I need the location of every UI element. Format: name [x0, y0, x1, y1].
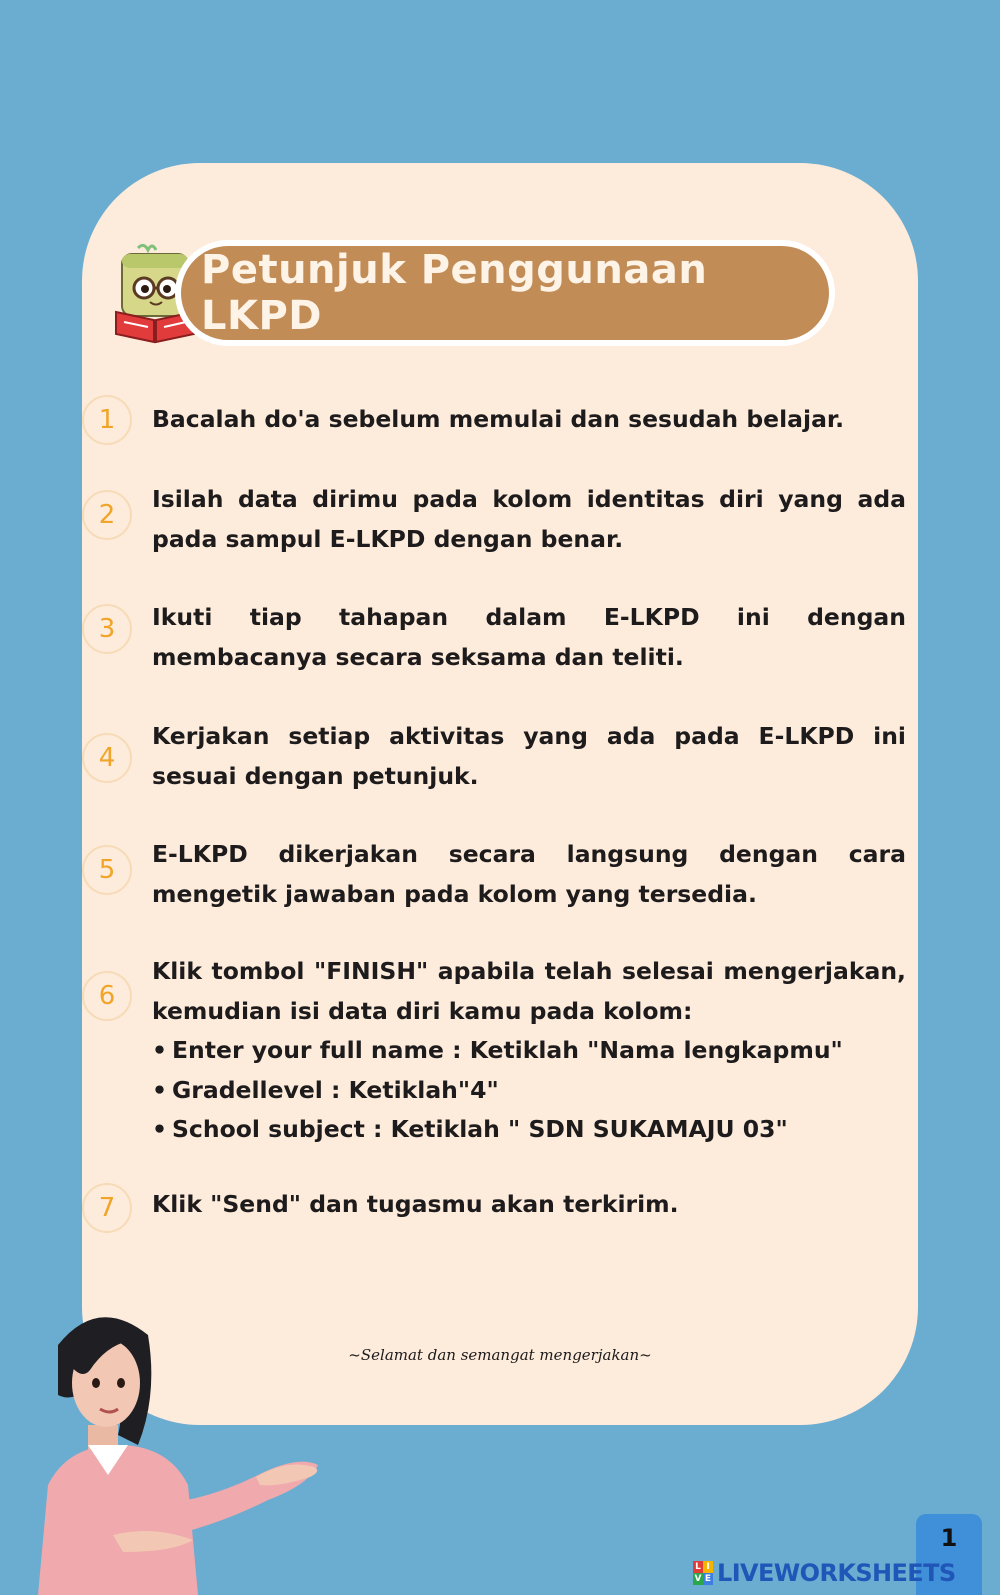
step-number-6: 6 — [82, 971, 132, 1021]
bullet-item: • Enter your full name : Ketiklah "Nama lengkapmu" — [152, 1031, 906, 1071]
bullet-item: • Gradellevel : Ketiklah"4" — [152, 1071, 906, 1111]
step-number-3: 3 — [82, 604, 132, 654]
step-6-bullet-list — [152, 1031, 906, 1150]
step-text-3: Ikuti tiap tahapan dalam E-LKPD ini dengan membacanya secara seksama dan teliti. — [152, 603, 906, 671]
step-number-7: 7 — [82, 1183, 132, 1233]
closing-note: ~Selamat dan semangat mengerjakan~ — [348, 1346, 652, 1364]
step-text-5: E-LKPD dikerjakan secara langsung dengan cara mengetik jawaban pada kolom yang tersedia. — [152, 840, 906, 908]
bullet-item: • School subject : Ketiklah " SDN SUKAMAJU 03" — [152, 1110, 906, 1150]
liveworksheets-logo-icon: L I V E — [694, 1562, 712, 1584]
step-text-6: Klik tombol "FINISH" apabila telah selesai mengerjakan, kemudian isi data diri kamu pada kolom: — [152, 957, 906, 1025]
liveworksheets-brand[interactable] — [693, 1555, 993, 1591]
step-number-2: 2 — [82, 490, 132, 540]
title-banner — [175, 240, 835, 346]
teacher-illustration — [18, 1305, 338, 1595]
step-number-1: 1 — [82, 395, 132, 445]
step-text-7: Klik "Send" dan tugasmu akan terkirim. — [152, 1190, 679, 1218]
step-block-6 — [152, 952, 906, 1150]
step-text-4: Kerjakan setiap aktivitas yang ada pada E-LKPD ini sesuai dengan petunjuk. — [152, 722, 906, 790]
step-number-5: 5 — [82, 845, 132, 895]
brand-name: LIVEWORKSHEETS — [717, 1559, 956, 1587]
page-title: Petunjuk Penggunaan LKPD — [201, 247, 708, 339]
step-number-4: 4 — [82, 733, 132, 783]
step-text-2: Isilah data dirimu pada kolom identitas diri yang ada pada sampul E-LKPD dengan benar. — [152, 485, 906, 553]
step-text-1: Bacalah do'a sebelum memulai dan sesudah belajar. — [152, 405, 845, 433]
page-number: 1 — [940, 1524, 958, 1552]
